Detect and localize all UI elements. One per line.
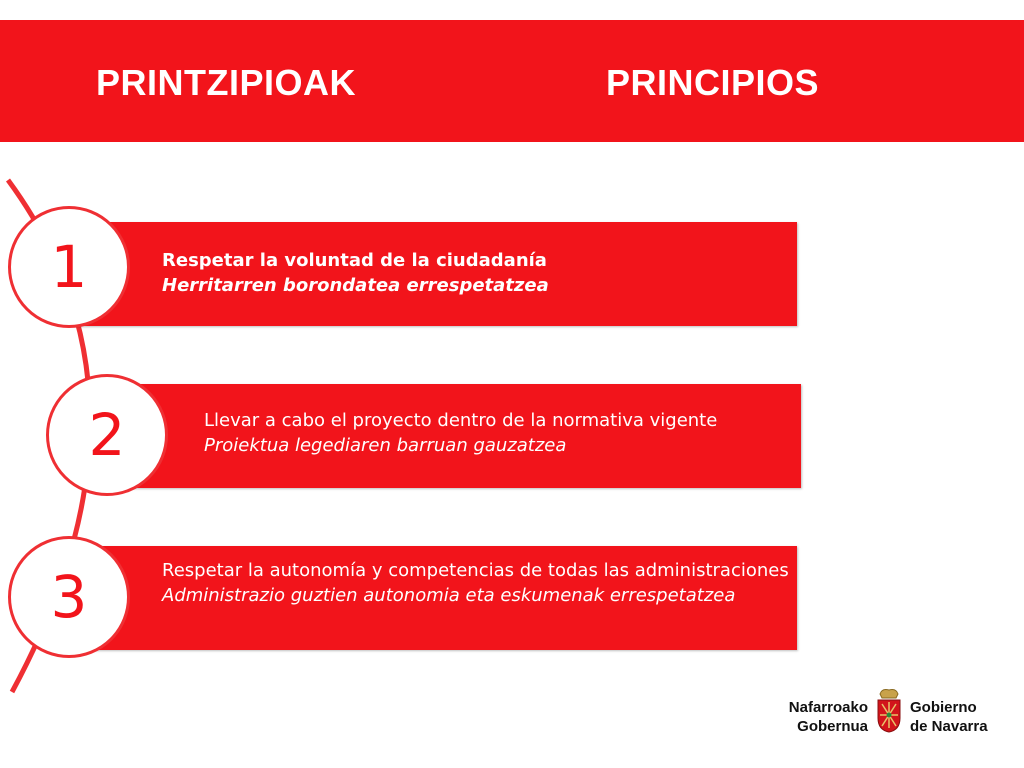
logo-spanish-line1: Gobierno <box>910 699 977 716</box>
principle-2-sub: Proiektua legediaren barruan gauzatzea <box>204 435 567 456</box>
logo-spanish-text <box>910 698 988 736</box>
title-spanish: PRINCIPIOS <box>606 62 820 103</box>
principle-1-number: 1 <box>8 206 130 328</box>
principle-1-main: Respetar la voluntad de la ciudadanía <box>162 250 547 271</box>
principle-3-main: Respetar la autonomía y competencias de todas las administraciones <box>162 560 789 581</box>
logo-basque-line1: Nafarroako <box>788 699 868 716</box>
logo-basque-line2: Gobernua <box>797 718 868 735</box>
logo-spanish-line2: de Navarra <box>910 718 988 735</box>
principle-2-band <box>110 384 801 488</box>
logo-basque-text <box>788 698 868 736</box>
principle-1-sub: Herritarren borondatea errespetatzea <box>162 275 549 296</box>
principle-1-band <box>74 222 797 326</box>
principle-2-number: 2 <box>46 374 168 496</box>
principle-3-sub: Administrazio guztien autonomia eta eskumenak errespetatzea <box>162 585 736 606</box>
title-basque: PRINTZIPIOAK <box>96 62 357 103</box>
principle-3-number: 3 <box>8 536 130 658</box>
navarra-coat-of-arms-icon <box>874 686 904 734</box>
principle-3-band <box>74 546 797 650</box>
principle-2-main: Llevar a cabo el proyecto dentro de la normativa vigente <box>204 410 718 431</box>
gobierno-navarra-logo <box>780 680 1000 740</box>
